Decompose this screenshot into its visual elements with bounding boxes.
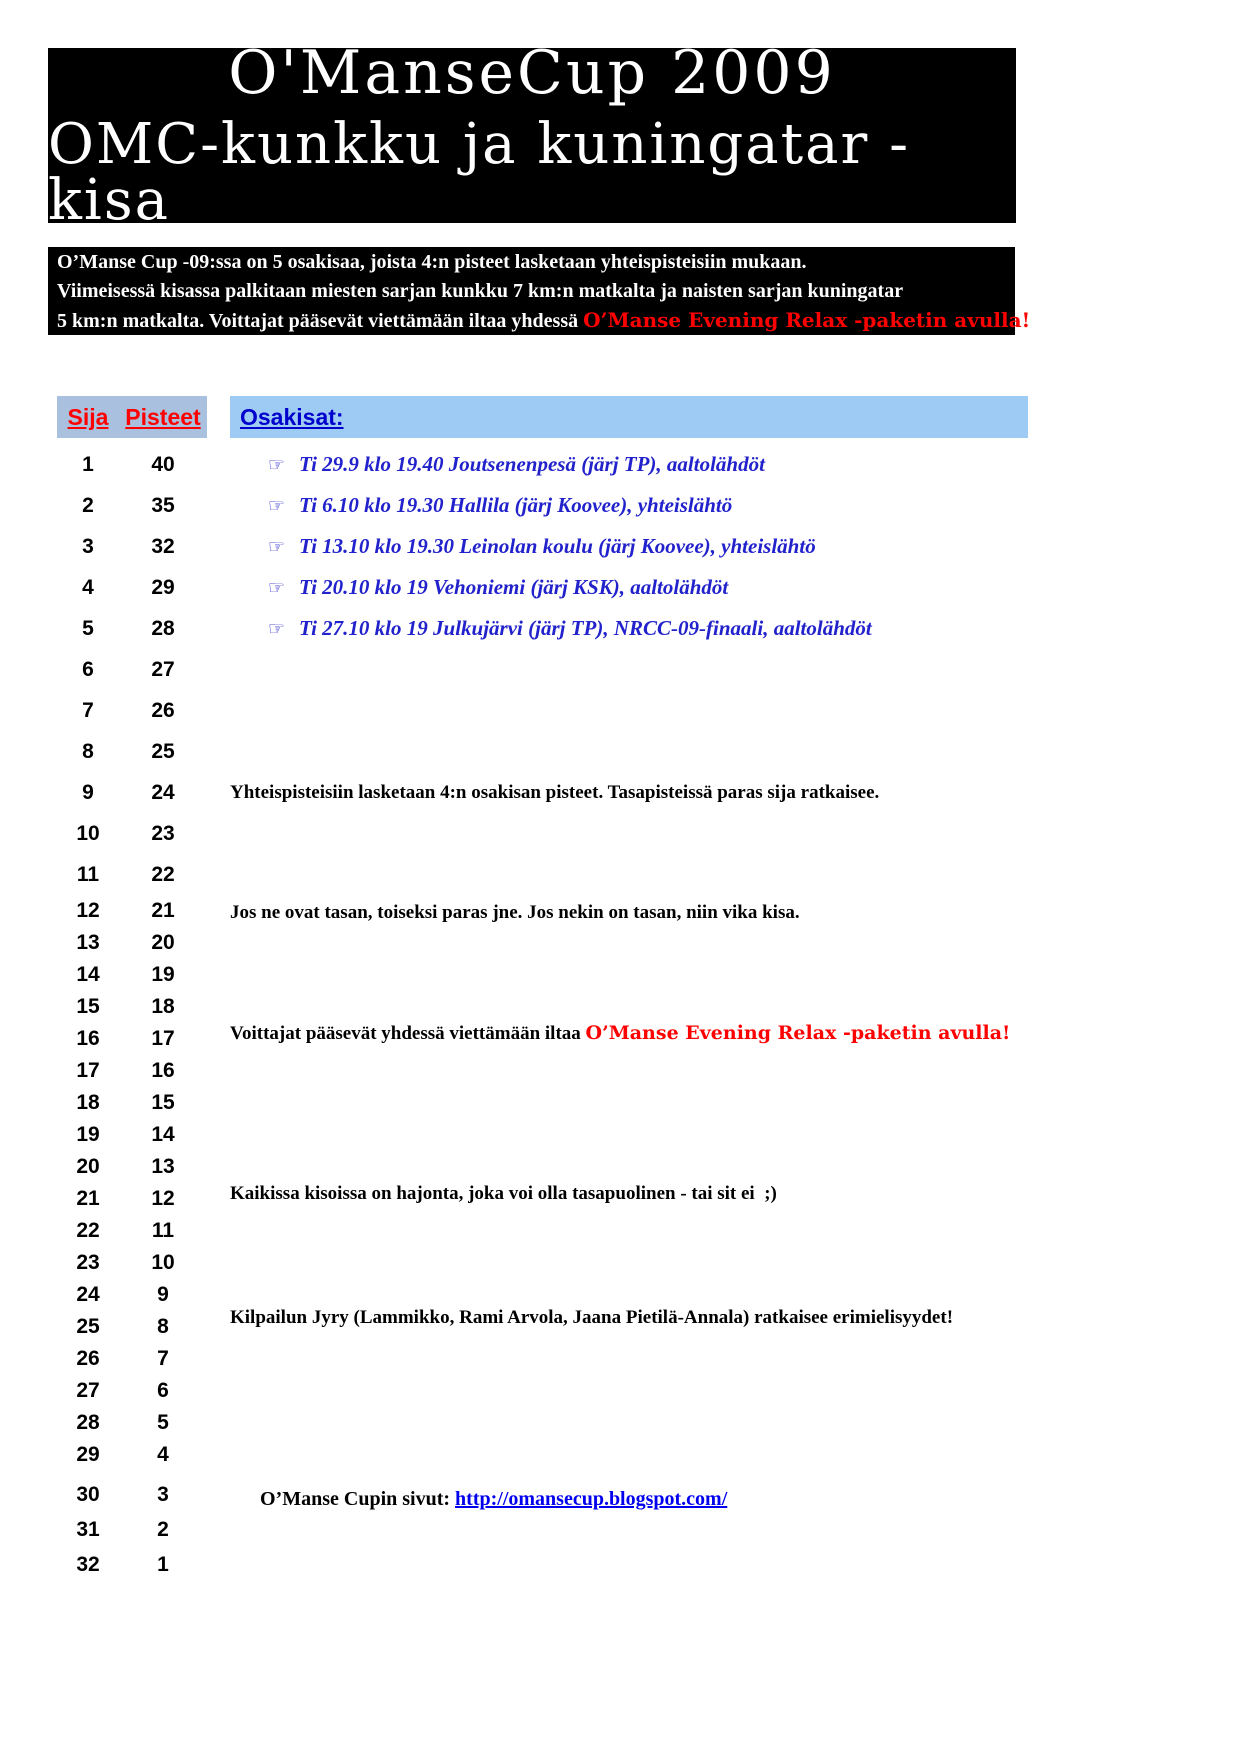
points-cell: 14 [151, 1123, 175, 1146]
list-item [230, 444, 1028, 485]
table-row [57, 854, 207, 895]
position-cell: 13 [76, 931, 100, 954]
points-cell: 20 [151, 931, 175, 954]
points-cell: 32 [151, 534, 175, 558]
events-section [230, 396, 1028, 1639]
table-row [57, 1343, 207, 1375]
position-cell: 25 [76, 1315, 100, 1338]
note-winners-text: Voittajat pääsevät yhdessä viettämään iltaa [230, 1023, 586, 1044]
event-item-label: Ti 13.10 klo 19.30 Leinolan koulu (järj Koovee), yhteislähtö [299, 534, 816, 558]
position-cell: 28 [76, 1411, 100, 1434]
intro-line-3-text: 5 km:n matkalta. Voittajat pääsevät viettämään iltaa yhdessä [57, 310, 584, 332]
points-cell: 13 [151, 1155, 175, 1178]
table-row [57, 1215, 207, 1247]
position-cell: 2 [82, 493, 94, 517]
events-section-header [230, 396, 1028, 438]
table-row [57, 690, 207, 731]
points-column-header: Pisteet [125, 403, 201, 430]
points-cell: 19 [151, 963, 175, 986]
points-cell: 7 [157, 1347, 169, 1370]
position-cell: 24 [76, 1283, 100, 1306]
points-cell: 3 [157, 1482, 169, 1506]
position-cell: 15 [76, 995, 100, 1018]
cup-title: O'ManseCup 2009 [228, 37, 836, 108]
points-cell: 40 [151, 452, 175, 476]
points-cell: 25 [151, 739, 175, 763]
position-cell: 23 [76, 1251, 100, 1274]
intro-line-3 [57, 306, 1031, 336]
table-row [57, 485, 207, 526]
position-cell: 29 [76, 1443, 100, 1466]
position-cell: 16 [76, 1027, 100, 1050]
points-cell: 8 [157, 1315, 169, 1338]
note-scoring-1: Yhteispisteisiin lasketaan 4:n osakisan pisteet. Tasapisteissä paras sija ratkaisee. [230, 782, 880, 803]
table-row [57, 1439, 207, 1471]
note-hajonta: Kaikissa kisoissa on hajonta, joka voi olla tasapuolinen - tai sit ei ;) [230, 1183, 777, 1204]
points-cell: 10 [151, 1251, 175, 1274]
table-row [57, 1087, 207, 1119]
table-row [57, 927, 207, 959]
position-cell: 22 [76, 1219, 100, 1242]
table-row [57, 959, 207, 991]
table-row [57, 649, 207, 690]
site-link-row [230, 1439, 1028, 1559]
event-item-label: Ti 6.10 klo 19.30 Hallila (järj Koovee), yhteislähtö [299, 493, 733, 517]
table-row [57, 1547, 207, 1582]
title-banner [48, 37, 1016, 233]
table-row [57, 895, 207, 927]
table-row [57, 1119, 207, 1151]
points-cell: 24 [151, 780, 175, 804]
list-item [230, 608, 1028, 649]
points-table-header [57, 396, 207, 438]
table-row [57, 1183, 207, 1215]
position-cell: 32 [76, 1552, 100, 1576]
position-cell: 17 [76, 1059, 100, 1082]
event-list [230, 444, 1028, 649]
pointing-hand-icon: ☞ [268, 617, 286, 640]
position-column-header: Sija [67, 403, 109, 430]
pointing-hand-icon: ☞ [268, 453, 286, 476]
table-row [57, 444, 207, 485]
table-row [57, 772, 207, 813]
site-label: O’Manse Cupin sivut: [260, 1488, 456, 1510]
position-cell: 31 [76, 1517, 100, 1541]
table-row [57, 1151, 207, 1183]
points-cell: 21 [151, 899, 175, 922]
points-cell: 12 [151, 1187, 175, 1210]
note-jury: Kilpailun Jyry (Lammikko, Rami Arvola, Jaana Pietilä-Annala) ratkaisee erimielisyydet! [230, 1307, 954, 1328]
points-table [57, 396, 207, 1582]
note-scoring-2: Jos ne ovat tasan, toiseksi paras jne. Jos nekin on tasan, niin vika kisa. [230, 902, 800, 923]
table-row [57, 1407, 207, 1439]
position-cell: 30 [76, 1482, 100, 1506]
position-cell: 11 [76, 862, 100, 886]
points-cell: 23 [151, 821, 175, 845]
event-item-label: Ti 29.9 klo 19.40 Joutsenenpesä (järj TP), aaltolähdöt [299, 452, 765, 476]
table-row [57, 1477, 207, 1512]
position-cell: 7 [82, 698, 94, 722]
pointing-hand-icon: ☞ [268, 576, 286, 599]
list-item [230, 485, 1028, 526]
position-cell: 26 [76, 1347, 100, 1370]
points-cell: 26 [151, 698, 175, 722]
table-row [57, 567, 207, 608]
table-row [57, 526, 207, 567]
points-cell: 18 [151, 995, 175, 1018]
pointing-hand-icon: ☞ [268, 535, 286, 558]
notes-block [230, 693, 1028, 1639]
event-item-label: Ti 27.10 klo 19 Julkujärvi (järj TP), NRCC-09-finaali, aaltolähdöt [299, 616, 872, 640]
note-winners [230, 1013, 1028, 1054]
list-item [230, 567, 1028, 608]
list-item [230, 526, 1028, 567]
position-cell: 27 [76, 1379, 100, 1402]
points-cell: 28 [151, 616, 175, 640]
table-row [57, 731, 207, 772]
table-row [57, 608, 207, 649]
pointing-hand-icon: ☞ [268, 494, 286, 517]
cup-subtitle: OMC-kunkku ja kuningatar -kisa [48, 111, 911, 233]
position-cell: 6 [82, 657, 94, 681]
points-cell: 16 [151, 1059, 175, 1082]
table-row [57, 1311, 207, 1343]
position-cell: 3 [82, 534, 94, 558]
site-link[interactable]: http://omansecup.blogspot.com/ [455, 1488, 728, 1510]
table-row [57, 1055, 207, 1087]
table-row [57, 1023, 207, 1055]
position-cell: 19 [76, 1123, 100, 1146]
intro-line-2: Viimeisessä kisassa palkitaan miesten sarjan kunkku 7 km:n matkalta ja naisten sarjan kuningatar [57, 280, 904, 302]
points-table-body [57, 444, 207, 1582]
points-cell: 27 [151, 657, 175, 681]
position-cell: 8 [82, 739, 94, 763]
points-cell: 35 [151, 493, 175, 517]
position-cell: 5 [82, 616, 94, 640]
intro-line-1: O’Manse Cup -09:ssa on 5 osakisaa, joista 4:n pisteet lasketaan yhteispisteisiin mukaan. [57, 251, 807, 273]
intro-panel [48, 247, 1031, 335]
position-cell: 14 [76, 963, 100, 986]
position-cell: 4 [82, 575, 94, 599]
table-row [57, 1375, 207, 1407]
points-cell: 22 [151, 862, 175, 886]
points-cell: 9 [157, 1283, 169, 1306]
table-row [57, 991, 207, 1023]
points-cell: 15 [151, 1091, 175, 1114]
position-cell: 12 [76, 899, 100, 922]
points-cell: 2 [157, 1517, 169, 1541]
event-item-label: Ti 20.10 klo 19 Vehoniemi (järj KSK), aaltolähdöt [299, 575, 729, 599]
position-cell: 9 [82, 780, 94, 804]
points-cell: 17 [151, 1027, 175, 1050]
position-cell: 18 [76, 1091, 100, 1114]
points-cell: 29 [151, 575, 175, 599]
points-cell: 6 [157, 1379, 169, 1402]
relax-package-highlight: O’Manse Evening Relax -paketin avulla! [585, 1022, 1011, 1044]
table-row [57, 1279, 207, 1311]
position-cell: 21 [76, 1187, 100, 1210]
events-title: Osakisat: [240, 403, 344, 430]
points-cell: 5 [157, 1411, 169, 1434]
points-cell: 11 [151, 1219, 175, 1242]
table-row [57, 813, 207, 854]
points-cell: 4 [157, 1443, 169, 1466]
position-cell: 10 [76, 821, 100, 845]
table-row [57, 1247, 207, 1279]
table-row [57, 1512, 207, 1547]
position-cell: 20 [76, 1155, 100, 1178]
relax-package-highlight: O’Manse Evening Relax -paketin avulla! [583, 308, 1031, 332]
position-cell: 1 [82, 452, 94, 476]
points-cell: 1 [157, 1552, 169, 1576]
